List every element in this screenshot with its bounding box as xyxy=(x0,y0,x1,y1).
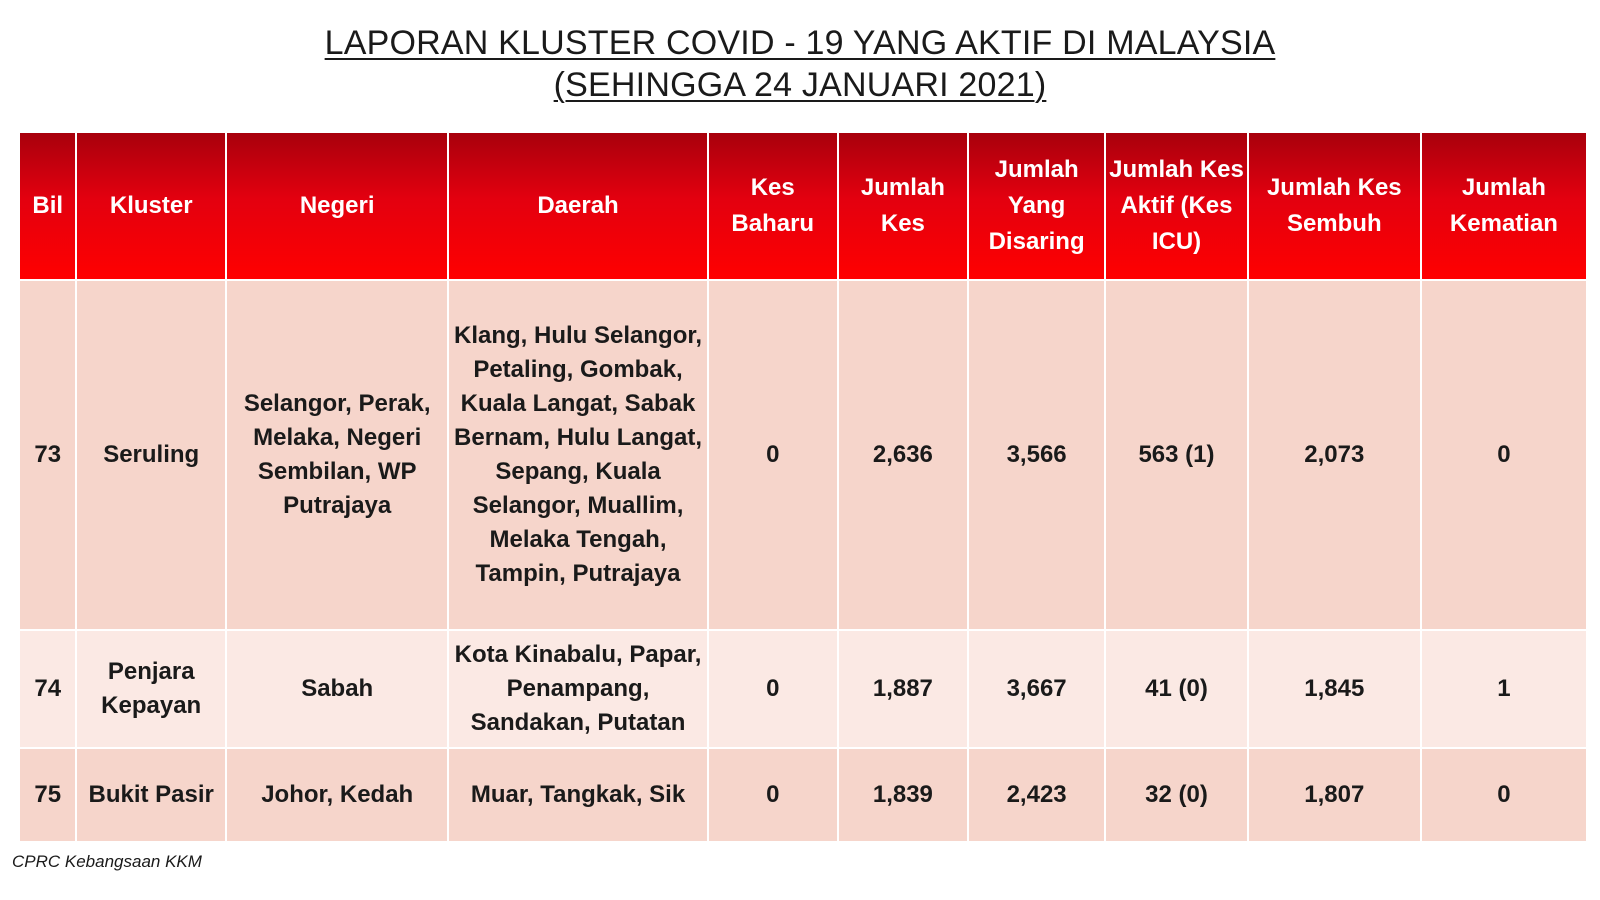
header-bil: Bil xyxy=(19,132,76,280)
header-kes-sembuh: Jumlah Kes Sembuh xyxy=(1248,132,1421,280)
cell-negeri: Selangor, Perak, Melaka, Negeri Sembilan, WP Putrajaya xyxy=(226,280,448,630)
table-row xyxy=(19,280,1587,630)
header-negeri: Negeri xyxy=(226,132,448,280)
header-kes-baharu: Kes Baharu xyxy=(708,132,838,280)
cluster-table xyxy=(18,131,1588,843)
cell-jumlah-kes: 1,887 xyxy=(838,630,968,748)
cell-jumlah-disaring: 2,423 xyxy=(968,748,1105,842)
cell-negeri: Johor, Kedah xyxy=(226,748,448,842)
title-line-2: (SEHINGGA 24 JANUARI 2021) xyxy=(553,66,1047,104)
cell-kluster: Seruling xyxy=(76,280,226,630)
cell-jumlah-disaring: 3,667 xyxy=(968,630,1105,748)
cell-kes-aktif: 41 (0) xyxy=(1105,630,1247,748)
cell-bil: 74 xyxy=(19,630,76,748)
cell-kluster: Bukit Pasir xyxy=(76,748,226,842)
cell-kematian: 1 xyxy=(1421,630,1587,748)
cell-daerah: Kota Kinabalu, Papar, Penampang, Sandakan, Putatan xyxy=(448,630,707,748)
cell-bil: 73 xyxy=(19,280,76,630)
cell-kes-baharu: 0 xyxy=(708,280,838,630)
report-title xyxy=(0,22,1600,106)
cell-kes-baharu: 0 xyxy=(708,630,838,748)
cell-kes-sembuh: 2,073 xyxy=(1248,280,1421,630)
cell-kematian: 0 xyxy=(1421,748,1587,842)
cell-negeri: Sabah xyxy=(226,630,448,748)
header-kematian: Jumlah Kematian xyxy=(1421,132,1587,280)
cell-kes-aktif: 563 (1) xyxy=(1105,280,1247,630)
source-footer: CPRC Kebangsaan KKM xyxy=(12,852,202,871)
header-jumlah-disaring: Jumlah Yang Disaring xyxy=(968,132,1105,280)
cell-jumlah-kes: 1,839 xyxy=(838,748,968,842)
header-kes-aktif: Jumlah Kes Aktif (Kes ICU) xyxy=(1105,132,1247,280)
cell-bil: 75 xyxy=(19,748,76,842)
title-line-1: LAPORAN KLUSTER COVID - 19 YANG AKTIF DI MALAYSIA xyxy=(324,24,1276,62)
cell-kluster: Penjara Kepayan xyxy=(76,630,226,748)
cell-jumlah-disaring: 3,566 xyxy=(968,280,1105,630)
cell-kematian: 0 xyxy=(1421,280,1587,630)
cell-daerah: Muar, Tangkak, Sik xyxy=(448,748,707,842)
cell-kes-baharu: 0 xyxy=(708,748,838,842)
cell-jumlah-kes: 2,636 xyxy=(838,280,968,630)
table-header-row xyxy=(19,132,1587,280)
cell-kes-sembuh: 1,807 xyxy=(1248,748,1421,842)
header-daerah: Daerah xyxy=(448,132,707,280)
table-row xyxy=(19,748,1587,842)
cell-daerah: Klang, Hulu Selangor, Petaling, Gombak, Kuala Langat, Sabak Bernam, Hulu Langat, Sepang, Kuala Selangor, Muallim, Melaka Tengah, Tampin, Putrajaya xyxy=(448,280,707,630)
header-jumlah-kes: Jumlah Kes xyxy=(838,132,968,280)
cell-kes-aktif: 32 (0) xyxy=(1105,748,1247,842)
table-row xyxy=(19,630,1587,748)
cell-kes-sembuh: 1,845 xyxy=(1248,630,1421,748)
header-kluster: Kluster xyxy=(76,132,226,280)
